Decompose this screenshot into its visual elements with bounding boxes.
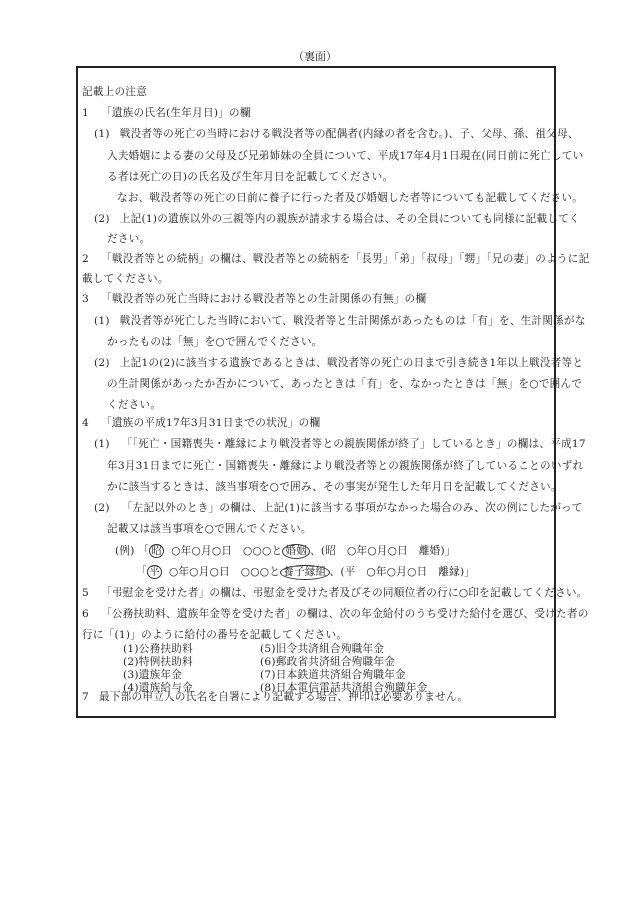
item-text: 上記(1)の遺族以外の三親等内の親族が請求する場合は、その全員についても同様に記載してく: [119, 213, 580, 225]
example-rest: 、(平 ○年○月○日 離縁)」: [329, 566, 476, 578]
text-line: 載してください。: [82, 273, 169, 285]
item-text: 上記1の(2)に該当する遺族であるときは、戦没者等の死亡の日まで引き続き1年以上戦没者等と: [119, 357, 584, 369]
section-7: [82, 689, 468, 705]
benefit-item: (6)郵政省共済組合殉職年金: [260, 656, 396, 668]
item-number: (1): [94, 128, 110, 140]
circled-era: 昭: [151, 545, 162, 557]
item-text: 戦没者等が死亡した当時において、戦没者等と生計関係があったものは「有」を、生計関係がな: [119, 315, 586, 327]
item-number: (1): [94, 438, 110, 450]
section-number: 3: [82, 293, 89, 305]
section-1-item-2: [94, 211, 580, 227]
benefit-item: (7)日本鉄道共済組合殉職年金: [260, 669, 406, 681]
text-line: かったものは「無」を○で囲んでください。: [107, 336, 323, 348]
example-line-1: [115, 543, 456, 559]
section-number: 7: [82, 691, 89, 703]
circled-event: 養子縁組: [280, 565, 329, 580]
section-6: [82, 606, 589, 622]
example-label: (例): [115, 545, 135, 557]
section-5: [82, 585, 588, 601]
section-3-item-1: [94, 313, 586, 329]
section-number: 6: [82, 608, 89, 620]
section-3-item-2: [94, 355, 583, 371]
text-line: 記載又は該当事項を○で囲んでください。: [107, 523, 312, 535]
section-title: 「戦没者等の死亡当時における戦没者等との生計関係の有無」の欄: [101, 293, 427, 305]
bracket: 「: [136, 566, 147, 578]
benefit-item: (1)公務扶助料: [123, 643, 193, 655]
section-text: 「公務扶助料、遺族年金等を受けた者」の欄は、次の年金給付のうち受けた給付を選び、受けた者の: [101, 608, 589, 620]
text-line: 行に「(1)」のように給付の番号を記載してください。: [82, 629, 348, 641]
section-4-item-1: [94, 436, 586, 452]
section-title: 「遺族の平成17年3月31日までの状況」の欄: [101, 417, 321, 429]
page-side-label: （裏面）: [293, 50, 337, 63]
example-date: ○年○月○日 ○○○と: [168, 566, 281, 578]
section-text: 最下部の申立人の氏名を自署により記載する場合、押印は必要ありません。: [99, 691, 469, 703]
section-title: 「遺族の氏名(生年月日)」の欄: [101, 107, 251, 119]
example-line-2: [136, 564, 475, 580]
item-text: 「「死亡・国籍喪失・離縁により戦没者等との親族関係が終了」しているとき」の欄は、平成17: [121, 438, 586, 450]
text-line: ださい。: [107, 233, 151, 245]
section-4-heading: [82, 415, 320, 431]
section-4-item-2: [94, 500, 583, 516]
item-text: 戦没者等の死亡の当時における戦没者等の配偶者(内縁の者を含む。)、子、父母、孫、祖父母、: [119, 128, 579, 140]
benefit-item: (3)遺族年金: [123, 669, 183, 681]
notes-title: 記載上の注意: [82, 86, 148, 98]
section-text: 「戦没者等との続柄」の欄は、戦没者等との続柄を「長男」「弟」「叔母」「甥」「兄の妻」のように記: [101, 253, 590, 265]
item-number: (1): [94, 315, 110, 327]
benefit-item: (5)旧令共済組合殉職年金: [260, 643, 385, 655]
benefit-list-right: [260, 643, 428, 695]
benefit-item: (2)特例扶助料: [123, 656, 193, 668]
text-line: なお、戦没者等の死亡の日前に養子に行った者及び婚姻した者等についても記載してください。: [117, 192, 584, 204]
section-1-item-1: [94, 126, 579, 142]
section-number: 1: [82, 107, 89, 119]
section-2: [82, 251, 589, 267]
item-text: 「左記以外のとき」の欄は、上記(1)に該当する事項がなかった場合のみ、次の例にしたがって: [121, 502, 583, 514]
item-number: (2): [94, 213, 110, 225]
benefit-item: (4)遺族給与金: [123, 682, 193, 694]
text-line: 年3月31日までに死亡・国籍喪失・離縁により戦没者等との親族関係が終了していることのいずれ: [107, 460, 584, 472]
bracket: 「: [138, 545, 150, 557]
text-line: の生計関係があったか否かについて、あったときは「有」を、なかったときは「無」を○で囲んで: [107, 378, 583, 390]
item-number: (2): [94, 502, 110, 514]
section-1-heading: [82, 105, 251, 121]
benefit-item: (8)日本電信電話共済組合殉職年金: [260, 682, 428, 694]
section-number: 4: [82, 417, 89, 429]
section-number: 2: [82, 253, 89, 265]
section-3-heading: [82, 291, 426, 307]
benefit-list-left: [123, 643, 193, 695]
text-line: かに該当するときは、該当事項を○で囲み、その事実が発生した年月日を記載してください。: [107, 481, 562, 493]
circled-era: 平: [148, 566, 160, 578]
text-line: ください。: [107, 399, 162, 411]
circled-event: 婚姻: [282, 544, 310, 559]
section-number: 5: [82, 587, 89, 599]
text-line: る者は死亡の日)の氏名及び生年月日を記載してください。: [107, 171, 394, 183]
section-text: 「弔慰金を受けた者」の欄は、弔慰金を受けた者及びその同順位者の行に○印を記載してください。: [101, 587, 588, 599]
example-date: ○年○月○日 ○○○と: [171, 545, 283, 557]
text-line: 入夫婚姻による妻の父母及び兄弟姉妹の全員について、平成17年4月1日現在(同日前に死亡してい: [107, 150, 584, 162]
item-number: (2): [94, 357, 110, 369]
example-rest: 、(昭 ○年○月○日 離婚)」: [310, 545, 456, 557]
